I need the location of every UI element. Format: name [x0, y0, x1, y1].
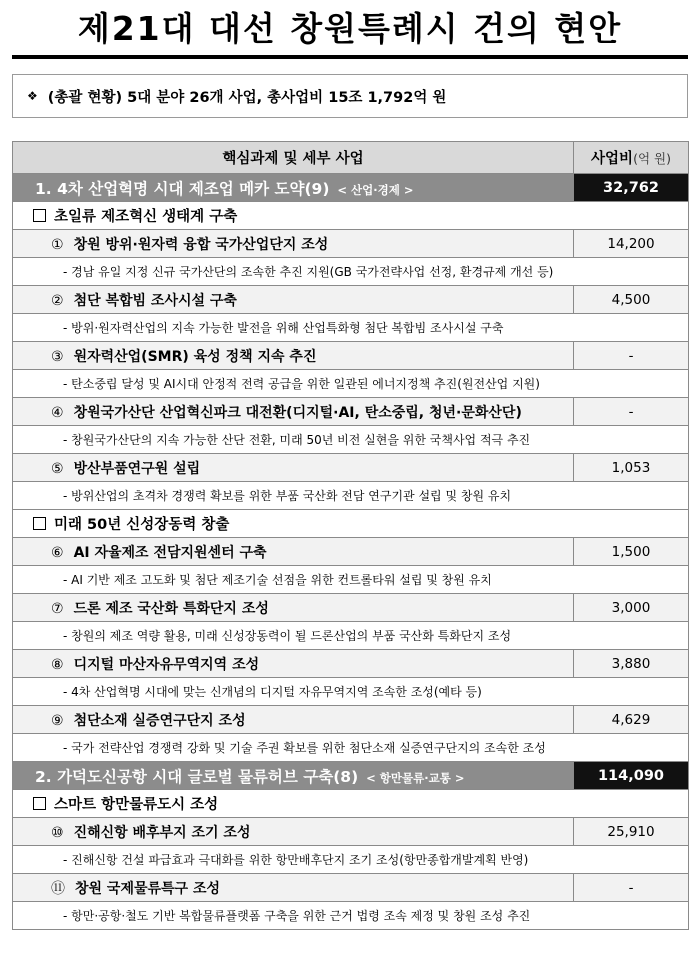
project-desc: - AI 기반 제조 고도화 및 첨단 제조기술 선점을 위한 컨트롤타워 설립 및 창원 유치: [13, 566, 689, 594]
project-name-cell: [13, 230, 574, 258]
project-name: 방산부품연구원 설립: [73, 460, 201, 477]
project-desc-row: [13, 482, 689, 510]
project-name: 창원국가산단 산업혁신파크 대전환(디지털·AI, 탄소중립, 청년·문화산단): [73, 404, 522, 421]
group-cell: [13, 510, 689, 538]
project-row: [13, 286, 689, 314]
project-number: ⑨: [51, 712, 64, 729]
project-cost: 1,500: [574, 538, 689, 566]
category-name-cell: [13, 762, 574, 790]
project-name: 원자력산업(SMR) 육성 정책 지속 추진: [73, 348, 317, 365]
project-desc: - 방위·원자력산업의 지속 가능한 발전을 위해 산업특화형 첨단 복합빔 조사시설 구축: [13, 314, 689, 342]
project-number: ①: [51, 236, 64, 253]
project-row: [13, 454, 689, 482]
project-row: [13, 538, 689, 566]
project-name-cell: [13, 454, 574, 482]
project-desc: - 경남 유일 지정 신규 국가산단의 조속한 추진 지원(GB 국가전략사업 선정, 환경규제 개선 등): [13, 258, 689, 286]
project-row: [13, 594, 689, 622]
project-desc-row: [13, 370, 689, 398]
summary-box: [12, 74, 688, 118]
project-name: 창원 방위·원자력 융합 국가산업단지 조성: [73, 236, 329, 253]
square-box-icon: [33, 209, 46, 222]
project-number: ③: [51, 348, 64, 365]
project-name: 디지털 마산자유무역지역 조성: [73, 656, 260, 673]
project-cost: -: [574, 398, 689, 426]
project-desc-row: [13, 734, 689, 762]
page-title: 제21대 대선 창원특례시 건의 현안: [77, 9, 623, 48]
category-tag: < 항만물류·교통 >: [366, 770, 465, 785]
group-row: [13, 202, 689, 230]
category-tag: < 산업·경제 >: [337, 182, 414, 197]
project-row: [13, 650, 689, 678]
project-cost: -: [574, 874, 689, 902]
project-row: [13, 398, 689, 426]
category-title: 2. 가덕도신공항 시대 글로벌 물류허브 구축(8): [35, 767, 359, 786]
group-row: [13, 510, 689, 538]
square-box-icon: [33, 517, 46, 530]
project-desc-row: [13, 622, 689, 650]
project-name-cell: [13, 650, 574, 678]
project-row: [13, 706, 689, 734]
project-name: 창원 국제물류특구 조성: [75, 880, 220, 897]
project-desc: - 창원국가산단의 지속 가능한 산단 전환, 미래 50년 비전 실현을 위한 국책사업 적극 추진: [13, 426, 689, 454]
project-desc: - 국가 전략산업 경쟁력 강화 및 기술 주권 확보를 위한 첨단소재 실증연구단지의 조속한 조성: [13, 734, 689, 762]
project-desc-row: [13, 566, 689, 594]
project-desc-row: [13, 678, 689, 706]
project-name-cell: [13, 342, 574, 370]
project-cost: 4,500: [574, 286, 689, 314]
project-row: [13, 230, 689, 258]
project-cost: 1,053: [574, 454, 689, 482]
category-title: 1. 4차 산업혁명 시대 제조업 메카 도약(9): [35, 179, 330, 198]
project-desc-row: [13, 258, 689, 286]
project-desc: - 4차 산업혁명 시대에 맞는 신개념의 디지털 자유무역지역 조속한 조성(예타 등): [13, 678, 689, 706]
project-number: ⑤: [51, 460, 64, 477]
header-cost-label: 사업비: [591, 151, 634, 167]
group-title: 초일류 제조혁신 생태계 구축: [54, 209, 238, 225]
project-desc: - 방위산업의 초격차 경쟁력 확보를 위한 부품 국산화 전담 연구기관 설립 및 창원 유치: [13, 482, 689, 510]
project-name-cell: [13, 594, 574, 622]
header-name: 핵심과제 및 세부 사업: [13, 142, 574, 174]
project-number: ⑥: [51, 544, 64, 561]
category-row: [13, 762, 689, 790]
project-number: ②: [51, 292, 64, 309]
project-name-cell: [13, 706, 574, 734]
project-desc: - 항만·공항·철도 기반 복합물류플랫폼 구축을 위한 근거 법령 조속 제정 및 창원 조성 추진: [13, 902, 689, 930]
project-desc-row: [13, 846, 689, 874]
project-name-cell: [13, 818, 574, 846]
project-desc: - 창원의 제조 역량 활용, 미래 신성장동력이 될 드론산업의 부품 국산화 특화단지 조성: [13, 622, 689, 650]
project-number: ⑧: [51, 656, 64, 673]
project-cost: 4,629: [574, 706, 689, 734]
project-table: [12, 141, 689, 930]
project-number: ④: [51, 404, 64, 421]
group-row: [13, 790, 689, 818]
project-desc-row: [13, 902, 689, 930]
group-cell: [13, 790, 689, 818]
project-name-cell: [13, 398, 574, 426]
project-name-cell: [13, 538, 574, 566]
square-box-icon: [33, 797, 46, 810]
project-row: [13, 342, 689, 370]
group-title: 스마트 항만물류도시 조성: [54, 797, 219, 813]
project-number: ⑪: [51, 880, 65, 897]
project-cost: 14,200: [574, 230, 689, 258]
title-rule: [12, 55, 688, 59]
project-cost: 25,910: [574, 818, 689, 846]
project-desc-row: [13, 314, 689, 342]
project-desc-row: [13, 426, 689, 454]
project-name: 드론 제조 국산화 특화단지 조성: [73, 600, 269, 617]
project-desc: - 탄소중립 달성 및 AI시대 안정적 전력 공급을 위한 일관된 에너지정책 추진(원전산업 지원): [13, 370, 689, 398]
project-row: [13, 818, 689, 846]
summary-text: (총괄 현황) 5대 분야 26개 사업, 총사업비 15조 1,792억 원: [47, 89, 447, 106]
category-name-cell: [13, 174, 574, 202]
project-desc: - 진해신항 건설 파급효과 극대화를 위한 항만배후단지 조기 조성(항만종합개발계획 반영): [13, 846, 689, 874]
header-cost: [574, 142, 689, 174]
group-title: 미래 50년 신성장동력 창출: [54, 517, 230, 533]
project-cost: 3,000: [574, 594, 689, 622]
category-row: [13, 174, 689, 202]
category-cost: 114,090: [574, 762, 689, 790]
project-cost: 3,880: [574, 650, 689, 678]
project-cost: -: [574, 342, 689, 370]
project-name-cell: [13, 874, 574, 902]
group-cell: [13, 202, 689, 230]
project-name: 첨단 복합빔 조사시설 구축: [73, 292, 237, 309]
table-header-row: [13, 142, 689, 174]
project-name-cell: [13, 286, 574, 314]
project-name: AI 자율제조 전담지원센터 구축: [73, 544, 267, 561]
project-name: 진해신항 배후부지 조기 조성: [73, 824, 251, 841]
project-row: [13, 874, 689, 902]
header-unit: (억 원): [633, 151, 671, 166]
category-cost: 32,762: [574, 174, 689, 202]
project-number: ⑦: [51, 600, 64, 617]
project-name: 첨단소재 실증연구단지 조성: [73, 712, 246, 729]
project-number: ⑩: [51, 824, 64, 841]
diamond-bullet-icon: ❖: [27, 89, 38, 103]
